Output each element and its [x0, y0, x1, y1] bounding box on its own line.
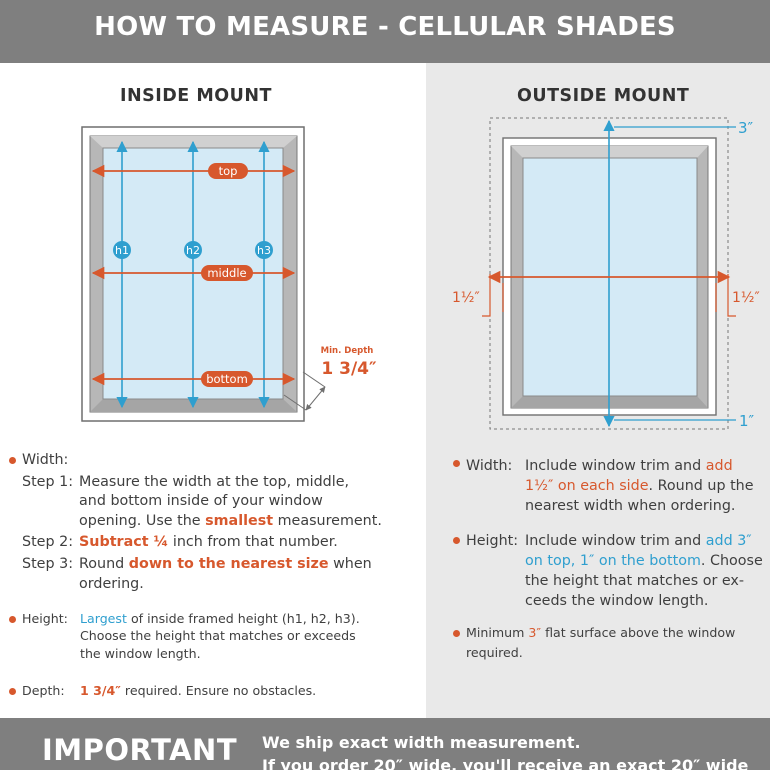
footer-line1: We ship exact width measurement. [262, 733, 581, 752]
important-label: IMPORTANT [42, 733, 238, 767]
inside-height-text-a: of inside framed height (h1, h2, h3). [130, 611, 360, 626]
minimum-line1 [466, 624, 735, 642]
depth-label: Depth: [22, 683, 65, 698]
inside-height-text-c: the window length. [80, 646, 201, 661]
outside-height-text-c: the height that matches or ex- [525, 573, 745, 589]
h3-label: h3 [257, 244, 271, 257]
depth-text: required. Ensure no obstacles. [124, 683, 317, 698]
outside-width-highlight-b: 1½″ on each side [525, 478, 649, 494]
outside-height-label: Height: [466, 533, 519, 549]
step2-label: Step 2: [22, 534, 74, 550]
step3-highlight: down to the nearest size [128, 556, 329, 572]
minimum-text-a: Minimum [466, 625, 525, 640]
step2-highlight: Subtract ¼ [79, 534, 169, 550]
width-bullet [9, 457, 16, 464]
outside-mount-title: OUTSIDE MOUNT [517, 86, 690, 106]
h2-label: h2 [186, 244, 200, 257]
top-label: top [218, 164, 238, 178]
step2-line [79, 532, 338, 552]
minimum-text-c: required. [466, 645, 523, 660]
outside-width-line1 [525, 456, 733, 476]
step3-text-b: when [333, 556, 372, 572]
footer-line2: If you order 20″ wide, you'll receive an exact 20″ wide [262, 756, 749, 775]
depth-bullet [9, 688, 16, 695]
middle-label: middle [207, 266, 247, 280]
inside-width-heading: Width: [22, 452, 69, 468]
inside-height-line1 [80, 610, 360, 628]
depth-highlight: 1 3/4″ [80, 683, 121, 698]
outside-height-text-b: . Choose [700, 553, 763, 569]
bottom-dim-label: 1″ [739, 412, 755, 430]
top-dim-label: 3″ [738, 119, 754, 137]
outside-width-text-b: . Round up the [648, 478, 754, 494]
minimum-text-b: flat surface above the window [545, 625, 736, 640]
inside-height-text-b: Choose the height that matches or exceeds [80, 628, 356, 643]
right-dim-label: 1½″ [732, 290, 760, 306]
outside-width-text-a: Include window trim and [525, 458, 702, 474]
inside-height-highlight: Largest [80, 611, 127, 626]
step2-text: inch from that number. [172, 534, 338, 550]
height-bullet [9, 616, 16, 623]
minimum-bullet [453, 630, 460, 637]
outside-width-label: Width: [466, 458, 513, 474]
page-title: HOW TO MEASURE - CELLULAR SHADES [94, 12, 676, 42]
min-depth-value: 1 3/4″ [321, 359, 377, 379]
outside-height-highlight-a: add 3″ [705, 533, 752, 549]
step1-line3 [79, 511, 382, 531]
step1-text-a: Measure the width at the top, middle, [79, 474, 350, 490]
inside-height-label: Height: [22, 611, 68, 626]
depth-line [80, 682, 316, 700]
outside-width-text-c: nearest width when ordering. [525, 498, 736, 514]
outside-height-line2 [525, 551, 763, 571]
step1-text-c: opening. Use the [79, 513, 201, 529]
h1-label: h1 [115, 244, 129, 257]
step1-text-d: measurement. [277, 513, 382, 529]
step1-highlight: smallest [205, 513, 274, 529]
outside-height-bullet [453, 537, 460, 544]
outside-width-bullet [453, 460, 460, 467]
inside-mount-title: INSIDE MOUNT [120, 86, 272, 106]
step1-text-b: and bottom inside of your window [79, 493, 323, 509]
outside-width-highlight-a: add [705, 458, 733, 474]
step3-text-c: ordering. [79, 576, 144, 592]
outside-height-line1 [525, 531, 752, 551]
min-depth-label: Min. Depth [320, 346, 374, 356]
step1-label: Step 1: [22, 474, 74, 490]
minimum-highlight: 3″ [528, 625, 542, 640]
step3-line [79, 554, 372, 574]
left-dim-label: 1½″ [452, 290, 480, 306]
outside-height-text-a: Include window trim and [525, 533, 702, 549]
step3-text-a: Round [79, 556, 125, 572]
outside-height-highlight-b: on top, 1″ on the bottom [525, 553, 701, 569]
bottom-label: bottom [206, 372, 248, 386]
step3-label: Step 3: [22, 556, 74, 572]
outside-width-line2 [525, 476, 754, 496]
outside-height-text-d: ceeds the window length. [525, 593, 709, 609]
